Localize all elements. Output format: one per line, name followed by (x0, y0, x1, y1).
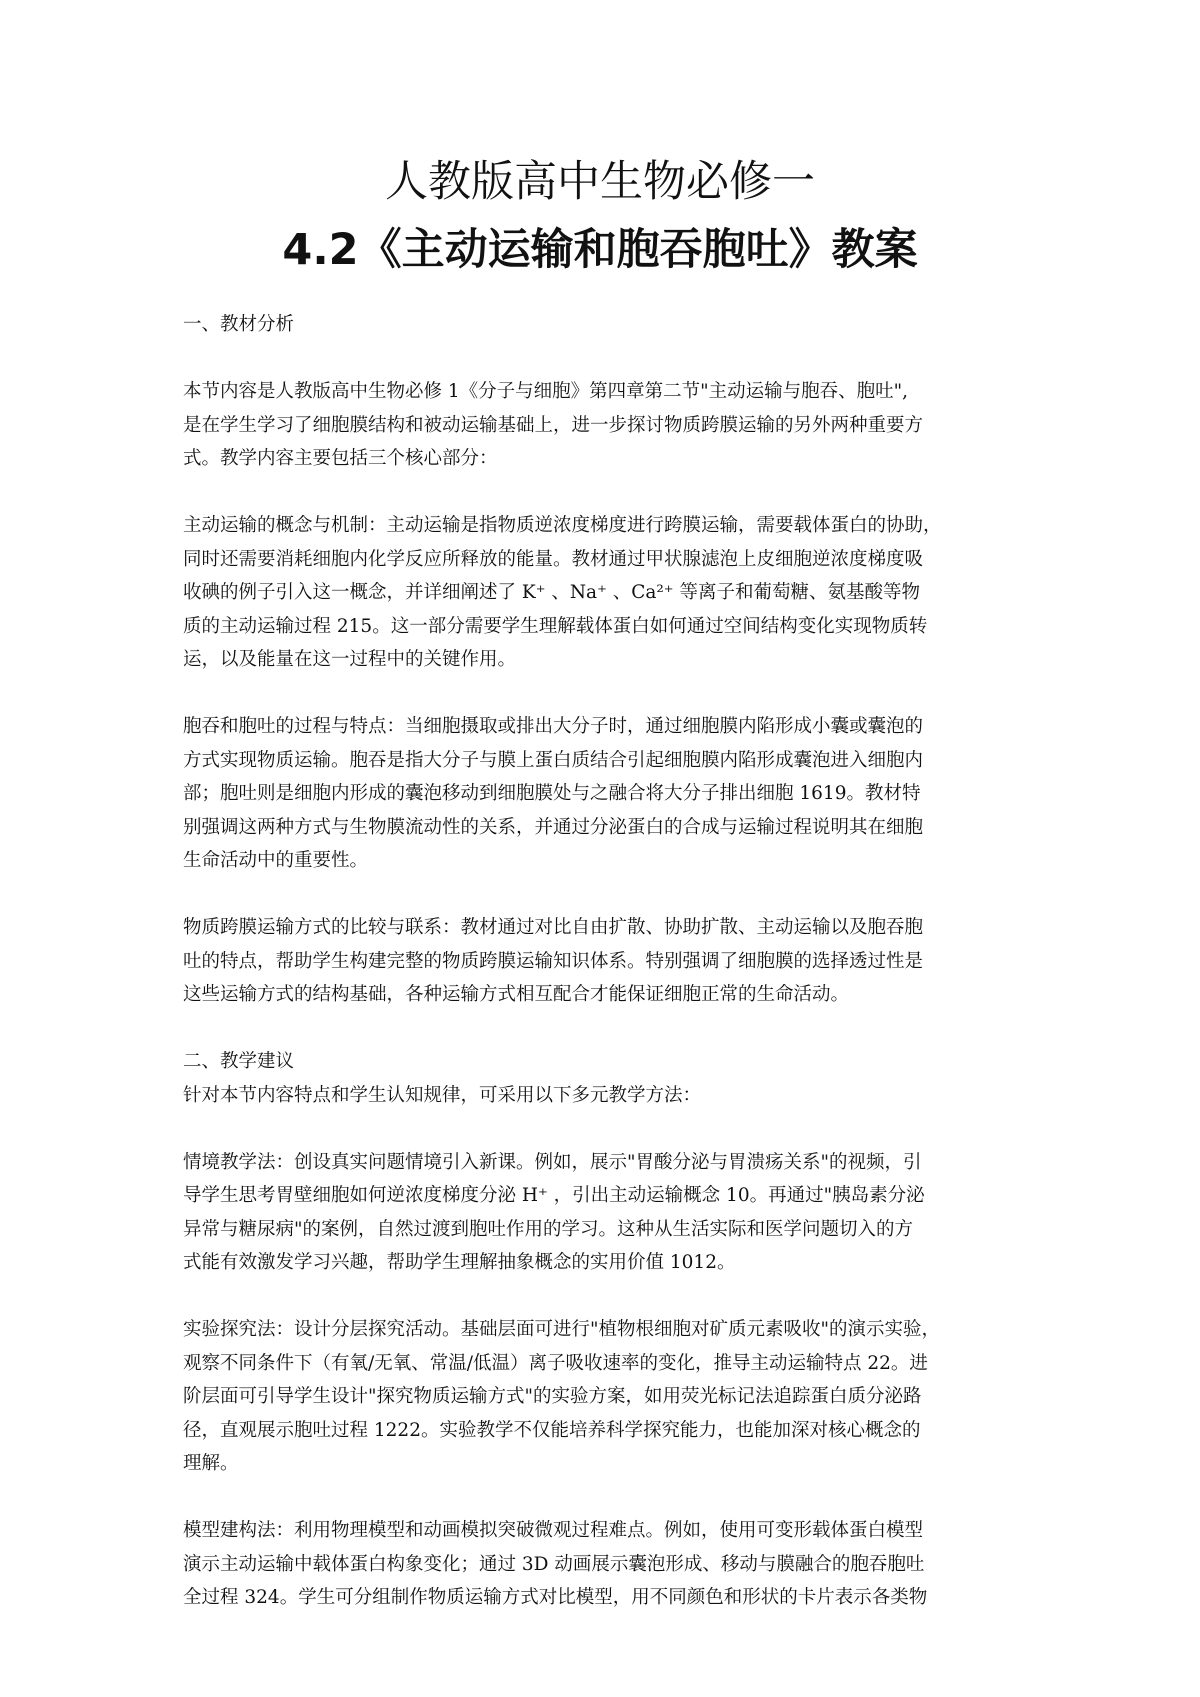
text-line: 异常与糖尿病"的案例，自然过渡到胞吐作用的学习。这种从生活实际和医学问题切入的方 (183, 1218, 914, 1240)
text-line: 运，以及能量在这一过程中的关键作用。 (183, 649, 517, 670)
text-line: 阶层面可引导学生设计"探究物质运输方式"的实验方案，如用荧光标记法追踪蛋白质分泌路 (183, 1386, 922, 1407)
text-line: 演示主动运输中载体蛋白构象变化；通过 3D 动画展示囊泡形成、移动与膜融合的胞吞胞吐 (183, 1553, 925, 1575)
section-heading-teaching-suggestions: 二、教学建议 (183, 1051, 295, 1072)
text-line: 同时还需要消耗细胞内化学反应所释放的能量。教材通过甲状腺滤泡上皮细胞逆浓度梯度吸 (183, 548, 924, 570)
text-line: 吐的特点，帮助学生构建完整的物质跨膜运输知识体系。特别强调了细胞膜的选择透过性是 (183, 950, 924, 972)
title-line-2: 4.2《主动运输和胞吞胞吐》教案 (282, 225, 918, 275)
text-line: 生命活动中的重要性。 (183, 850, 369, 871)
text-line: 部；胞吐则是细胞内形成的囊泡移动到细胞膜处与之融合将大分子排出细胞 1619。教材特 (183, 783, 921, 804)
text-line: 这些运输方式的结构基础，各种运输方式相互配合才能保证细胞正常的生命活动。 (183, 984, 850, 1005)
paragraph-active-transport (183, 509, 1029, 677)
text-line: 本节内容是人教版高中生物必修 1《分子与细胞》第四章第二节"主动运输与胞吞、胞吐", (183, 381, 909, 402)
text-line: 针对本节内容特点和学生认知规律，可采用以下多元教学方法： (183, 1084, 702, 1106)
text-line: 模型建构法：利用物理模型和动画模拟突破微观过程难点。例如，使用可变形载体蛋白模型 (183, 1520, 924, 1541)
text-line: 观察不同条件下（有氧/无氧、常温/低温）离子吸收速率的变化，推导主动运输特点 22。进 (183, 1352, 928, 1374)
text-line: 情境教学法：创设真实问题情境引入新课。例如，展示"胃酸分泌与胃溃疡关系"的视频，引 (183, 1151, 922, 1173)
text-line: 径，直观展示胞吐过程 1222。实验教学不仅能培养科学探究能力，也能加深对核心概念的 (183, 1419, 921, 1441)
paragraph-transport-comparison (183, 911, 1029, 1012)
text-line: 实验探究法：设计分层探究活动。基础层面可进行"植物根细胞对矿质元素吸收"的演示实验， (183, 1319, 941, 1340)
section-heading-textbook-analysis: 一、教材分析 (183, 314, 295, 335)
text-line: 是在学生学习了细胞膜结构和被动运输基础上，进一步探讨物质跨膜运输的另外两种重要方 (183, 414, 924, 436)
text-line: 导学生思考胃壁细胞如何逆浓度梯度分泌 H⁺ ，引出主动运输概念 10。再通过"胰岛素分泌 (183, 1185, 925, 1206)
paragraph-intro (183, 375, 1029, 476)
text-line: 主动运输的概念与机制：主动运输是指物质逆浓度梯度进行跨膜运输，需要载体蛋白的协助， (183, 515, 942, 536)
paragraph-experimental-inquiry (183, 1313, 1029, 1481)
text-line: 式能有效激发学习兴趣，帮助学生理解抽象概念的实用价值 1012。 (183, 1252, 736, 1273)
text-line: 方式实现物质运输。胞吞是指大分子与膜上蛋白质结合引起细胞膜内陷形成囊泡进入细胞内 (183, 749, 924, 771)
text-line: 全过程 324。学生可分组制作物质运输方式对比模型，用不同颜色和形状的卡片表示各类物 (183, 1587, 928, 1608)
paragraph-situational-teaching (183, 1146, 1029, 1280)
text-line: 理解。 (183, 1453, 239, 1474)
text-line: 质的主动运输过程 215。这一部分需要学生理解载体蛋白如何通过空间结构变化实现物质转 (183, 615, 928, 637)
paragraph-methods-intro (183, 1079, 1029, 1113)
text-line: 物质跨膜运输方式的比较与联系：教材通过对比自由扩散、协助扩散、主动运输以及胞吞胞 (183, 917, 924, 938)
paragraph-model-construction (183, 1514, 1029, 1615)
title-line-1: 人教版高中生物必修一 (385, 157, 815, 207)
document-body (183, 308, 1029, 1615)
text-line: 胞吞和胞吐的过程与特点：当细胞摄取或排出大分子时，通过细胞膜内陷形成小囊或囊泡的 (183, 716, 924, 737)
text-line: 式。教学内容主要包括三个核心部分： (183, 448, 498, 469)
text-line: 别强调这两种方式与生物膜流动性的关系，并通过分泌蛋白的合成与运输过程说明其在细胞 (183, 816, 924, 838)
paragraph-endocytosis-exocytosis (183, 710, 1029, 878)
document-title (0, 148, 1200, 284)
text-line: 收碘的例子引入这一概念，并详细阐述了 K⁺ 、Na⁺ 、Ca²⁺ 等离子和葡萄糖、氨基酸等物 (183, 582, 920, 603)
